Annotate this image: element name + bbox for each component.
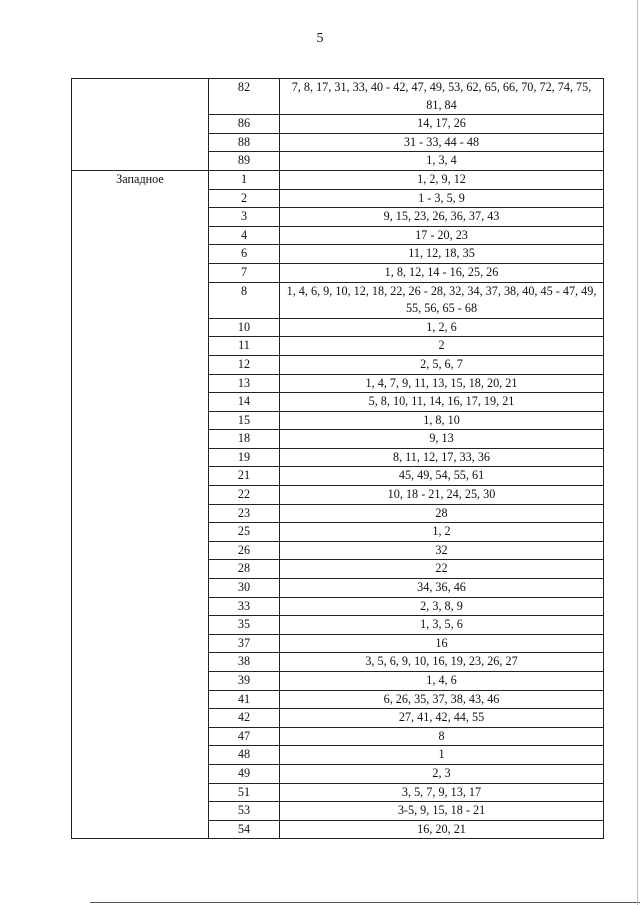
plots-cell: 8, 11, 12, 17, 33, 36 [280,448,604,467]
quarter-cell: 6 [209,245,280,264]
plots-cell: 22 [280,560,604,579]
quarter-cell: 1 [209,170,280,189]
quarter-cell: 7 [209,263,280,282]
plots-cell: 45, 49, 54, 55, 61 [280,467,604,486]
plots-cell: 6, 26, 35, 37, 38, 43, 46 [280,690,604,709]
quarter-cell: 2 [209,189,280,208]
plots-cell: 8 [280,727,604,746]
plots-cell: 31 - 33, 44 - 48 [280,133,604,152]
plots-cell: 1, 4, 7, 9, 11, 13, 15, 18, 20, 21 [280,374,604,393]
plots-cell: 1, 2 [280,523,604,542]
quarter-cell: 37 [209,634,280,653]
plots-cell: 16 [280,634,604,653]
quarter-cell: 8 [209,282,280,318]
quarter-cell: 22 [209,486,280,505]
quarter-cell: 33 [209,597,280,616]
quarter-cell: 14 [209,393,280,412]
quarter-cell: 19 [209,448,280,467]
quarter-cell: 4 [209,226,280,245]
plots-cell: 1 - 3, 5, 9 [280,189,604,208]
zone-cell: Западное [72,170,209,838]
forest-plots-table [71,78,604,839]
quarter-cell: 82 [209,79,280,115]
plots-cell: 16, 20, 21 [280,820,604,839]
plots-cell: 1, 8, 12, 14 - 16, 25, 26 [280,263,604,282]
quarter-cell: 38 [209,653,280,672]
plots-cell: 2 [280,337,604,356]
quarter-cell: 21 [209,467,280,486]
plots-cell: 9, 13 [280,430,604,449]
quarter-cell: 89 [209,152,280,171]
quarter-cell: 86 [209,115,280,134]
quarter-cell: 41 [209,690,280,709]
quarter-cell: 10 [209,318,280,337]
plots-cell: 1, 2, 6 [280,318,604,337]
quarter-cell: 42 [209,709,280,728]
quarter-cell: 18 [209,430,280,449]
plots-cell: 3, 5, 7, 9, 13, 17 [280,783,604,802]
scan-edge-line [90,902,640,903]
plots-cell: 1, 4, 6 [280,672,604,691]
quarter-cell: 3 [209,208,280,227]
quarter-cell: 51 [209,783,280,802]
plots-cell: 1, 4, 6, 9, 10, 12, 18, 22, 26 - 28, 32, 34, 37, 38, 40, 45 - 47, 49, 55, 56, 65 - 68 [280,282,604,318]
plots-cell: 34, 36, 46 [280,579,604,598]
quarter-cell: 48 [209,746,280,765]
plots-cell: 5, 8, 10, 11, 14, 16, 17, 19, 21 [280,393,604,412]
quarter-cell: 25 [209,523,280,542]
quarter-cell: 15 [209,411,280,430]
plots-cell: 1, 3, 4 [280,152,604,171]
quarter-cell: 54 [209,820,280,839]
plots-cell: 2, 3 [280,764,604,783]
plots-cell: 28 [280,504,604,523]
plots-cell: 32 [280,541,604,560]
quarter-cell: 28 [209,560,280,579]
quarter-cell: 39 [209,672,280,691]
quarter-cell: 13 [209,374,280,393]
plots-cell: 1, 3, 5, 6 [280,616,604,635]
quarter-cell: 12 [209,355,280,374]
plots-cell: 2, 3, 8, 9 [280,597,604,616]
plots-cell: 1, 2, 9, 12 [280,170,604,189]
plots-cell: 1, 8, 10 [280,411,604,430]
plots-cell: 1 [280,746,604,765]
table-row [72,79,604,115]
table-row [72,170,604,189]
plots-cell: 14, 17, 26 [280,115,604,134]
plots-cell: 9, 15, 23, 26, 36, 37, 43 [280,208,604,227]
plots-cell: 17 - 20, 23 [280,226,604,245]
quarter-cell: 30 [209,579,280,598]
page-number: 5 [316,31,324,46]
plots-cell: 10, 18 - 21, 24, 25, 30 [280,486,604,505]
plots-cell: 3, 5, 6, 9, 10, 16, 19, 23, 26, 27 [280,653,604,672]
plots-cell: 3-5, 9, 15, 18 - 21 [280,802,604,821]
quarter-cell: 49 [209,764,280,783]
quarter-cell: 88 [209,133,280,152]
plots-cell: 2, 5, 6, 7 [280,355,604,374]
quarter-cell: 26 [209,541,280,560]
plots-cell: 11, 12, 18, 35 [280,245,604,264]
quarter-cell: 23 [209,504,280,523]
table-body [72,79,604,839]
plots-cell: 7, 8, 17, 31, 33, 40 - 42, 47, 49, 53, 62, 65, 66, 70, 72, 74, 75, 81, 84 [280,79,604,115]
quarter-cell: 53 [209,802,280,821]
quarter-cell: 11 [209,337,280,356]
quarter-cell: 47 [209,727,280,746]
plots-cell: 27, 41, 42, 44, 55 [280,709,604,728]
scan-edge-line [637,0,638,905]
zone-cell [72,79,209,171]
quarter-cell: 35 [209,616,280,635]
